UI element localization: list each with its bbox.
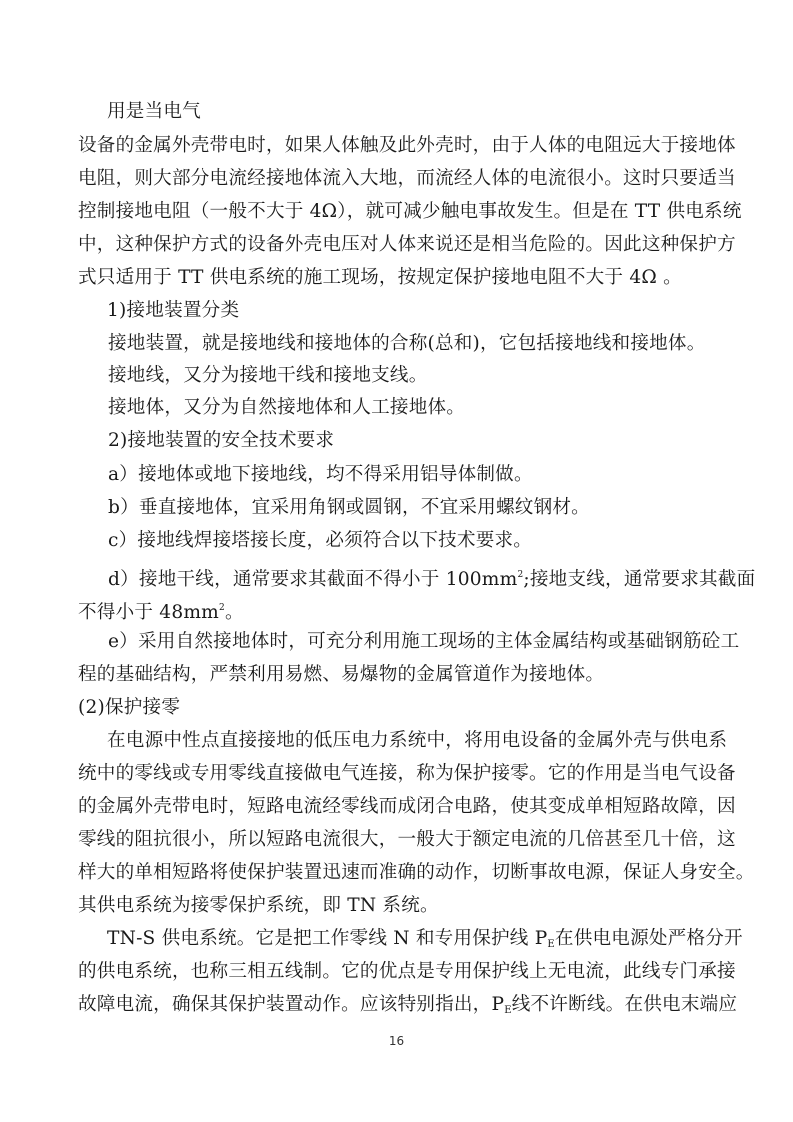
list-item: a）接地体或地下接地线，均不得采用铝导体制做。 xyxy=(108,464,533,485)
text-line: 接地体，又分为自然接地体和人工接地体。 xyxy=(108,397,466,418)
text-line: 接地装置，就是接地线和接地体的合称(总和)，它包括接地线和接地体。 xyxy=(108,333,706,354)
text-line: 控制接地电阻（一般不大于 4Ω），就可减少触电事故发生。但是在 TT 供电系统 xyxy=(78,201,742,222)
text-line: 用是当电气 xyxy=(107,101,201,122)
section-heading: (2)保护接零 xyxy=(78,697,181,718)
text-line: 接地线，又分为接地干线和接地支线。 xyxy=(108,365,428,386)
text-line: 不得小于 $48mm^2$。 xyxy=(78,602,244,623)
text-line: 中，这种保护方式的设备外壳电压对人体来说还是相当危险的。因此这种保护方 xyxy=(78,234,736,255)
text-line: 统中的零线或专用零线直接做电气连接，称为保护接零。它的作用是当电气设备 xyxy=(78,763,736,784)
text-line: 设备的金属外壳带电时，如果人体触及此外壳时，由于人体的电阻远大于接地体 xyxy=(78,135,736,156)
text-line: 在电源中性点直接接地的低压电力系统中，将用电设备的金属外壳与供电系 xyxy=(107,730,728,751)
section-heading: 1)接地装置分类 xyxy=(107,300,240,321)
text-line: 样大的单相短路将使保护装置迅速而准确的动作，切断事故电源，保证人身安全。 xyxy=(78,862,755,883)
text-line: 式只适用于 TT 供电系统的施工现场，按规定保护接地电阻不大于 4Ω 。 xyxy=(78,267,682,288)
list-item: d）接地干线，通常要求其截面不得小于 $100mm^2$;接地支线，通常要求其截面 xyxy=(108,569,756,590)
list-item: e）采用自然接地体时，可充分利用施工现场的主体金属结构或基础钢筋砼工 xyxy=(108,631,740,652)
text-line: 其供电系统为接零保护系统，即 TN 系统。 xyxy=(78,895,439,916)
page-number: 16 xyxy=(388,1034,405,1048)
list-item: c）接地线焊接塔接长度，必须符合以下技术要求。 xyxy=(108,530,533,551)
list-item: b）垂直接地体，宜采用角钢或圆钢，不宜采用螺纹钢材。 xyxy=(108,497,590,518)
text-line: 程的基础结构，严禁利用易燃、易爆物的金属管道作为接地体。 xyxy=(78,664,605,685)
text-line: TN-S 供电系统。它是把工作零线 N 和专用保护线 $P_E$在供电电源处严格分开 xyxy=(107,928,743,950)
text-line: 电阻，则大部分电流经接地体流入大地，而流经人体的电流很小。这时只要适当 xyxy=(78,168,736,189)
text-line: 零线的阻抗很小，所以短路电流很大，一般大于额定电流的几倍甚至几十倍，这 xyxy=(78,829,736,850)
text-line: 故障电流，确保其保护装置动作。应该特别指出，$P_E$线不许断线。在供电末端应 xyxy=(78,994,738,1016)
text-line: 的供电系统，也称三相五线制。它的优点是专用保护线上无电流，此线专门承接 xyxy=(78,961,736,982)
text-line: 的金属外壳带电时，短路电流经零线而成闭合电路，使其变成单相短路故障，因 xyxy=(78,796,736,817)
section-heading: 2)接地装置的安全技术要求 xyxy=(108,430,335,451)
